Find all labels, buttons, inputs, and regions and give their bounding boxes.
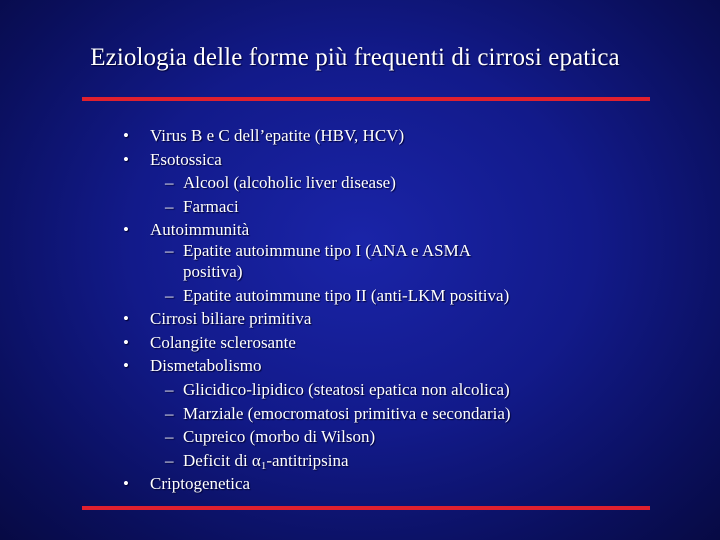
sub-list-item-text: Farmaci [183, 196, 239, 216]
list-item [0, 218, 720, 242]
list-item [0, 148, 720, 172]
sub-list-item-text: Marziale (emocromatosi primitiva e secondaria) [183, 403, 511, 423]
dash-icon: – [165, 240, 174, 260]
list-item [0, 331, 720, 355]
sub-list-item [0, 171, 720, 195]
list-item-text: Dismetabolismo [150, 356, 262, 376]
list-item-text: Criptogenetica [150, 474, 251, 494]
bullet-icon: • [123, 332, 129, 352]
dash-icon: – [165, 427, 174, 447]
sub-list-item [0, 284, 720, 308]
alpha-symbol: α [251, 450, 261, 470]
sub-list-item [0, 242, 720, 260]
bullet-icon: • [123, 220, 129, 240]
dash-icon: – [165, 196, 174, 216]
list-item-text: Autoimmunità [150, 220, 250, 240]
sub-list-item-text: Epatite autoimmune tipo II (anti-LKM positiva) [183, 285, 510, 305]
bullet-icon: • [123, 474, 129, 494]
alpha-suffix: -antitripsina [266, 450, 349, 470]
sub-list-item-continuation [0, 260, 720, 284]
sub-list-item-text: positiva) [183, 261, 243, 281]
sub-list-item-text: Epatite autoimmune tipo I (ANA e ASMA [183, 240, 472, 260]
list-item [0, 307, 720, 331]
sub-list-item [0, 378, 720, 402]
content-list [0, 124, 720, 496]
bullet-icon: • [123, 126, 129, 145]
list-item-text: Esotossica [150, 149, 222, 169]
list-item-text: Colangite sclerosante [150, 332, 296, 352]
list-item-text: Virus B e C dell’epatite (HBV, HCV) [150, 126, 405, 145]
list-item [0, 354, 720, 378]
alpha-subscript: 1 [260, 459, 267, 472]
sub-list-item [0, 195, 720, 219]
list-item [0, 124, 720, 148]
title-divider [82, 97, 650, 101]
sub-list-item-text: Glicidico-lipidico (steatosi epatica non alcolica) [183, 379, 510, 399]
sub-list-item-text: Cupreico (morbo di Wilson) [183, 427, 376, 447]
alpha-prefix: Deficit di [183, 450, 252, 470]
sub-list-item-text: Alcool (alcoholic liver disease) [183, 173, 396, 193]
footer-divider [82, 506, 650, 510]
slide-title: Eziologia delle forme più frequenti di cirrosi epatica [90, 44, 620, 71]
sub-list-item [0, 402, 720, 426]
list-item [0, 472, 720, 496]
dash-icon: – [165, 403, 174, 423]
sub-list-item-text [183, 449, 349, 473]
bullet-icon: • [123, 356, 129, 376]
dash-icon: – [165, 285, 174, 305]
list-item-text: Cirrosi biliare primitiva [150, 309, 312, 329]
dash-icon: – [165, 173, 174, 193]
sub-list-item [0, 449, 720, 473]
bullet-icon: • [123, 149, 129, 169]
bullet-icon: • [123, 309, 129, 329]
dash-icon: – [165, 450, 174, 470]
sub-list-item [0, 425, 720, 449]
dash-icon: – [165, 379, 174, 399]
